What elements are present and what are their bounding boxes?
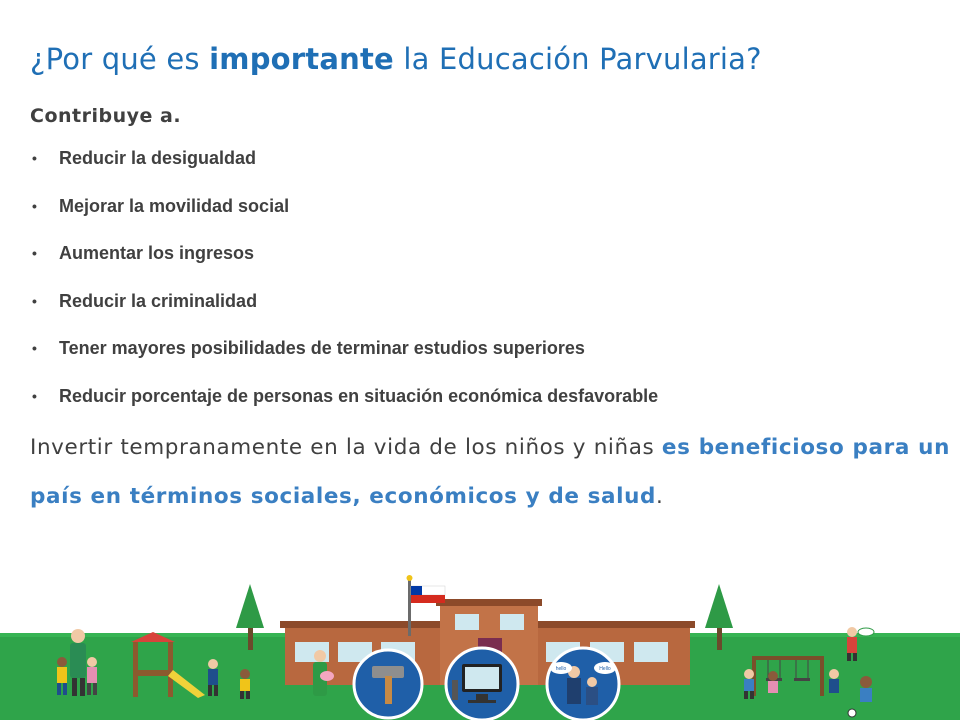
paragraph-plain: Invertir tempranamente en la vida de los niños y niñas	[30, 435, 662, 460]
bullet-item	[30, 238, 658, 286]
paragraph-end: .	[655, 484, 664, 509]
computer-icon	[446, 648, 518, 720]
family-icon	[547, 648, 619, 720]
bullet-dot-icon: •	[32, 387, 37, 404]
bullet-text: Reducir la criminalidad	[59, 290, 258, 311]
bullet-dot-icon: •	[32, 340, 37, 357]
slide-title	[30, 42, 762, 76]
school-illustration	[0, 570, 960, 720]
title-emphasis: importante	[209, 42, 394, 76]
bullet-text: Tener mayores posibilidades de terminar estudios superiores	[59, 338, 585, 359]
bullet-item	[30, 381, 658, 429]
bullet-dot-icon: •	[32, 150, 37, 166]
conclusion-paragraph	[30, 423, 950, 521]
ball-icon	[848, 709, 856, 717]
bullet-item	[30, 191, 658, 239]
bubble-left-text: hello	[555, 666, 567, 672]
bullet-text: Mejorar la movilidad social	[59, 195, 290, 216]
speech-bubble-icon	[858, 628, 874, 636]
bullet-item	[30, 143, 658, 191]
hammer-icon	[354, 650, 422, 718]
title-prefix: ¿Por qué es	[30, 42, 210, 76]
speech-bubble-icon	[594, 662, 616, 674]
bullet-item	[30, 286, 658, 334]
speech-bubble-icon	[550, 662, 572, 674]
bullet-text: Aumentar los ingresos	[59, 243, 255, 264]
subtitle: Contribuye a.	[30, 105, 182, 127]
title-suffix: la Educación Parvularia?	[393, 42, 762, 76]
bullet-text: Reducir porcentaje de personas en situación económica desfavorable	[59, 385, 659, 406]
bullet-item	[30, 333, 658, 381]
bullet-text: Reducir la desigualdad	[59, 148, 257, 168]
child-figure-icon	[829, 669, 839, 693]
bubble-right-text: Hello	[599, 666, 611, 672]
bullet-dot-icon: •	[32, 245, 37, 262]
bullet-list	[30, 143, 658, 429]
bullet-dot-icon: •	[32, 292, 37, 309]
child-figure-icon	[860, 676, 872, 702]
bullet-dot-icon: •	[32, 197, 37, 214]
child-figure-icon	[768, 671, 778, 693]
paragraph-highlight: es beneficioso para un país en términos sociales, económicos y de salud	[30, 435, 950, 509]
